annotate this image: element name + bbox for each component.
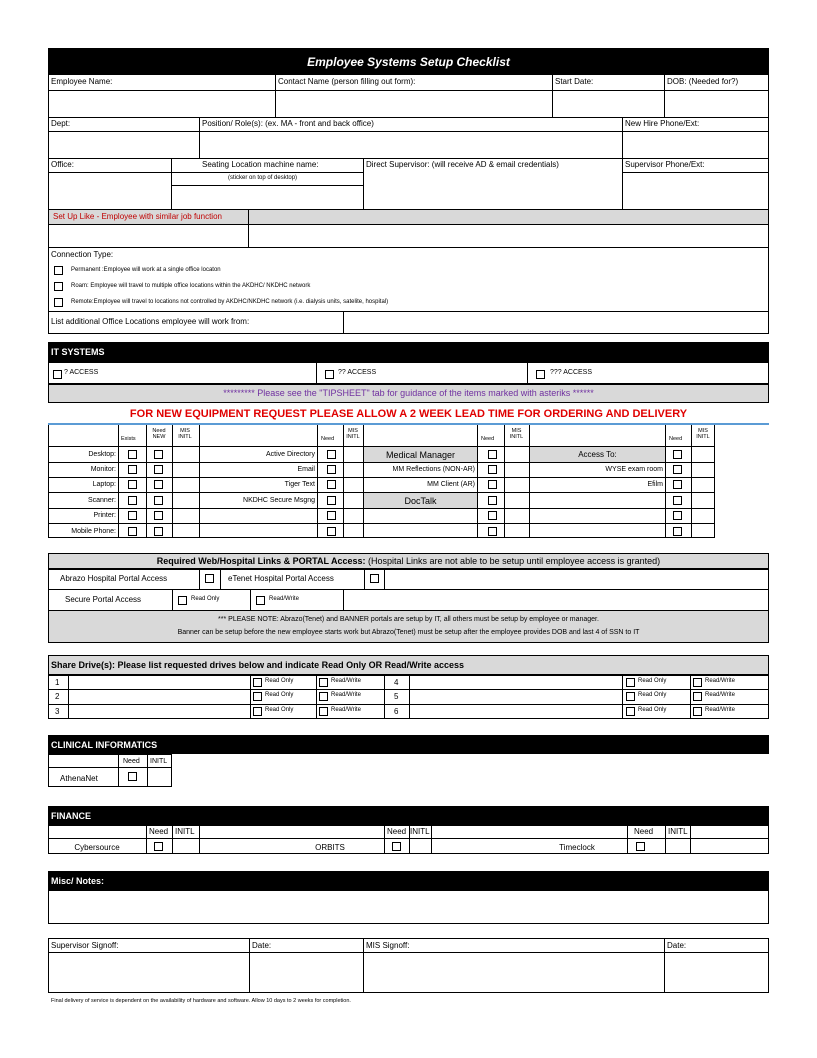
secure-portal-read-only-label: Read Only — [191, 596, 220, 602]
abrazo-label: Abrazo Hospital Portal Access — [60, 574, 168, 583]
cybersource-label: Cybersource — [74, 843, 120, 852]
drive4-read-write-checkbox[interactable] — [693, 678, 702, 687]
mm-client-need-checkbox[interactable] — [488, 480, 497, 489]
tipsheet-note: ********* Please see the "TIPSHEET" tab for guidance of the items marked with asteriks ****** — [223, 388, 594, 398]
share-drive-4-number: 4 — [394, 678, 399, 687]
finance-header: FINANCE — [51, 811, 91, 821]
finance-need-header-1: Need — [149, 827, 169, 836]
col3-blank1-need-checkbox[interactable] — [488, 511, 497, 520]
web-links-note1: *** PLEASE NOTE: Abrazo(Tenet) and BANNER portals are setup by IT, all others must be setup by employee or manager. — [218, 616, 599, 623]
timeclock-need-checkbox[interactable] — [636, 842, 645, 851]
signoff-date-label-1: Date: — [252, 941, 272, 950]
roam-label: Roam: Employee will travel to multiple office locations within the AKDHC/ NKDHC network — [71, 283, 311, 289]
clinical-need-header: Need — [123, 758, 140, 765]
sys-blank1-need-checkbox[interactable] — [327, 511, 336, 520]
equip-printer-label: Printer: — [93, 512, 116, 519]
position-label: Position/ Role(s): (ex. MA - front and back office) — [202, 119, 374, 128]
setup-like-field[interactable] — [249, 225, 768, 247]
efilm-need-checkbox[interactable] — [673, 480, 682, 489]
drive4-read-write-label: Read/Write — [705, 678, 735, 684]
share-drive-2-field[interactable] — [69, 690, 250, 704]
wyse-exam-label: WYSE exam room — [605, 466, 663, 473]
equip-scanner-label: Scanner: — [87, 497, 116, 504]
drive3-read-write-checkbox[interactable] — [319, 707, 328, 716]
secure-portal-read-write-checkbox[interactable] — [256, 596, 265, 605]
sys-nkdhc-secure-label: NKDHC Secure Msgng — [243, 497, 315, 504]
drive5-read-only-checkbox[interactable] — [626, 692, 635, 701]
setup-like-label: Set Up Like - Employee with similar job function — [53, 212, 222, 221]
supervisor-phone-label: Supervisor Phone/Ext: — [625, 160, 705, 169]
supervisor-signoff-field[interactable] — [49, 953, 249, 992]
finance-initl-header-2: INITL — [410, 827, 430, 836]
orbits-need-checkbox[interactable] — [392, 842, 401, 851]
mis-header-2: MIS INITL — [346, 428, 360, 440]
email-need-checkbox[interactable] — [327, 465, 336, 474]
seating-field[interactable] — [172, 186, 363, 209]
employee-name-label: Employee Name: — [51, 77, 113, 86]
drive4-read-only-checkbox[interactable] — [626, 678, 635, 687]
col4-blank3-need-checkbox[interactable] — [673, 527, 682, 536]
position-field[interactable] — [200, 132, 622, 158]
need-header-4: Need — [669, 436, 683, 442]
permanent-checkbox[interactable] — [54, 266, 63, 275]
nkdhc-secure-need-checkbox[interactable] — [327, 496, 336, 505]
medical-manager-label: Medical Manager — [385, 450, 456, 460]
access-to-need-checkbox[interactable] — [673, 450, 682, 459]
seating-note: (sticker on top of desktop) — [228, 175, 298, 181]
new-hire-phone-field[interactable] — [623, 132, 768, 158]
drive1-read-write-label: Read/Write — [331, 678, 361, 684]
share-drive-5-field[interactable] — [410, 690, 622, 704]
mobile-exists-checkbox[interactable] — [128, 527, 137, 536]
access2-checkbox[interactable] — [325, 370, 334, 379]
laptop-need-new-checkbox[interactable] — [154, 480, 163, 489]
form-title: Employee Systems Setup Checklist — [307, 55, 510, 69]
drive5-read-write-label: Read/Write — [705, 692, 735, 698]
finance-need-header-2: Need — [387, 827, 407, 836]
additional-locations-label: List additional Office Locations employee will work from: — [51, 317, 250, 326]
need-header-2: Need — [321, 436, 335, 442]
finance-initl-header-3: INITL — [668, 827, 688, 836]
mis-signoff-label: MIS Signoff: — [366, 941, 410, 950]
exists-header: Exists — [121, 436, 136, 442]
drive6-read-only-checkbox[interactable] — [626, 707, 635, 716]
access3-label: ??? ACCESS — [550, 369, 593, 376]
share-drive-1-field[interactable] — [69, 676, 250, 689]
mm-client-label: MM Client (AR) — [427, 481, 475, 488]
roam-checkbox[interactable] — [54, 282, 63, 291]
it-systems-header: IT SYSTEMS — [51, 347, 105, 357]
mm-reflections-need-checkbox[interactable] — [488, 465, 497, 474]
drive1-read-write-checkbox[interactable] — [319, 678, 328, 687]
monitor-exists-checkbox[interactable] — [128, 465, 137, 474]
col3-blank2-need-checkbox[interactable] — [488, 527, 497, 536]
mis-header-3: MIS INITL — [509, 428, 524, 440]
drive6-read-write-checkbox[interactable] — [693, 707, 702, 716]
access3-checkbox[interactable] — [536, 370, 545, 379]
drive3-read-only-label: Read Only — [265, 707, 294, 713]
doctalk-need-checkbox[interactable] — [488, 496, 497, 505]
secure-portal-read-only-checkbox[interactable] — [178, 596, 187, 605]
misc-bar — [48, 871, 769, 890]
misc-header: Misc/ Notes: — [51, 876, 105, 886]
drive6-read-only-label: Read Only — [638, 707, 667, 713]
medical-manager-need-checkbox[interactable] — [488, 450, 497, 459]
wyse-need-checkbox[interactable] — [673, 465, 682, 474]
drive2-read-only-label: Read Only — [265, 692, 294, 698]
web-links-header-note: (Hospital Links are not able to be setup until employee access is granted) — [365, 556, 661, 566]
sys-email-label: Email — [297, 466, 315, 473]
orbits-label: ORBITS — [315, 843, 345, 852]
share-drive-3-number: 3 — [55, 707, 60, 716]
contact-name-label: Contact Name (person filling out form): — [278, 77, 416, 86]
drive2-read-write-checkbox[interactable] — [319, 692, 328, 701]
dob-label: DOB: (Needed for?) — [667, 77, 739, 86]
share-drive-6-field[interactable] — [410, 705, 622, 718]
finance-need-header-3: Need — [634, 827, 654, 836]
contact-name-field[interactable] — [276, 91, 552, 117]
equipment-notice: FOR NEW EQUIPMENT REQUEST PLEASE ALLOW A 2 WEEK LEAD TIME FOR ORDERING AND DELIVERY — [129, 408, 688, 420]
drive1-read-only-checkbox[interactable] — [253, 678, 262, 687]
active-directory-need-checkbox[interactable] — [327, 450, 336, 459]
drive5-read-only-label: Read Only — [638, 692, 667, 698]
access-to-label: Access To: — [578, 450, 617, 459]
printer-need-new-checkbox[interactable] — [154, 511, 163, 520]
office-label: Office: — [51, 160, 74, 169]
share-drive-4-field[interactable] — [410, 676, 622, 689]
monitor-need-new-checkbox[interactable] — [154, 465, 163, 474]
drive2-read-only-checkbox[interactable] — [253, 692, 262, 701]
start-date-field[interactable] — [553, 91, 664, 117]
secure-portal-label: Secure Portal Access — [65, 595, 142, 604]
web-links-header — [48, 556, 769, 566]
share-drive-1-number: 1 — [55, 678, 60, 687]
secure-portal-read-write-label: Read/Write — [269, 596, 299, 602]
remote-checkbox[interactable] — [54, 298, 63, 307]
need-new-header: Need NEW — [152, 428, 166, 440]
abrazo-checkbox[interactable] — [205, 574, 214, 583]
share-drive-6-number: 6 — [394, 707, 399, 716]
mm-reflections-label: MM Reflections (NON-AR) — [392, 466, 475, 473]
drive6-read-write-label: Read/Write — [705, 707, 735, 713]
sys-tiger-text-label: Tiger Text — [284, 481, 315, 488]
share-drive-3-field[interactable] — [69, 705, 250, 718]
cybersource-need-checkbox[interactable] — [154, 842, 163, 851]
athenanet-need-checkbox[interactable] — [128, 772, 137, 781]
office-field[interactable] — [49, 173, 171, 209]
permanent-label: Permanent :Employee will work at a single office locaton — [71, 267, 221, 273]
clinical-header: CLINICAL INFORMATICS — [51, 740, 158, 750]
remote-label: Remote:Employee will travel to locations not controlled by AKDHC/NKDHC network (i.e. dialysis units, satelite, hospital) — [71, 299, 389, 305]
equip-desktop-label: Desktop: — [88, 451, 116, 458]
laptop-exists-checkbox[interactable] — [128, 480, 137, 489]
connection-type-label: Connection Type: — [51, 250, 114, 259]
scanner-need-new-checkbox[interactable] — [154, 496, 163, 505]
equip-monitor-label: Monitor: — [90, 466, 116, 473]
share-drive-5-number: 5 — [394, 692, 399, 701]
mis-header-1: MIS INITL — [178, 428, 192, 440]
drive1-read-only-label: Read Only — [265, 678, 294, 684]
signoff-date-label-2: Date: — [667, 941, 687, 950]
footer-note: Final delivery of service is dependent on the availability of hardware and software. Allow 10 days to 2 weeks for completion. — [51, 998, 351, 1004]
desktop-need-new-checkbox[interactable] — [154, 450, 163, 459]
seating-label: Seating Location machine name: — [202, 160, 319, 169]
supervisor-signoff-label: Supervisor Signoff: — [51, 941, 119, 950]
drive4-read-only-label: Read Only — [638, 678, 667, 684]
access2-label: ?? ACCESS — [338, 369, 377, 376]
tiger-text-need-checkbox[interactable] — [327, 480, 336, 489]
dob-field[interactable] — [665, 91, 768, 117]
efilm-label: Efilm — [647, 481, 663, 488]
access1-label: ? ACCESS — [64, 369, 99, 376]
need-header-3: Need — [481, 436, 495, 442]
access1-checkbox[interactable] — [53, 370, 62, 379]
new-hire-phone-label: New Hire Phone/Ext: — [625, 119, 700, 128]
signoff-date-field-2[interactable] — [665, 953, 768, 992]
web-links-note2: Banner can be setup before the new employee starts work but Abrazo(Tenet) must be setup after the employee provides DOB and last 4 of SSN to IT — [177, 629, 640, 636]
start-date-label: Start Date: — [555, 77, 594, 86]
finance-bar — [48, 806, 769, 825]
mobile-need-new-checkbox[interactable] — [154, 527, 163, 536]
doctalk-label: DocTalk — [404, 496, 437, 506]
col4-blank2-need-checkbox[interactable] — [673, 511, 682, 520]
mis-header-4: MIS INITL — [696, 428, 710, 440]
drive3-read-only-checkbox[interactable] — [253, 707, 262, 716]
scanner-exists-checkbox[interactable] — [128, 496, 137, 505]
etenet-checkbox[interactable] — [370, 574, 379, 583]
share-drive-2-number: 2 — [55, 692, 60, 701]
sys-active-directory-label: Active Directory — [265, 451, 315, 458]
supervisor-phone-field[interactable] — [623, 173, 768, 209]
printer-exists-checkbox[interactable] — [128, 511, 137, 520]
misc-notes-field[interactable] — [48, 890, 769, 924]
dept-field[interactable] — [49, 132, 199, 158]
athenanet-label: AthenaNet — [60, 774, 98, 783]
equip-laptop-label: Laptop: — [92, 481, 116, 488]
direct-supervisor-field[interactable] — [364, 159, 622, 209]
additional-locations-field[interactable] — [344, 312, 768, 333]
finance-initl-header-1: INITL — [175, 827, 195, 836]
mis-signoff-field[interactable] — [364, 953, 664, 992]
drive5-read-write-checkbox[interactable] — [693, 692, 702, 701]
dept-label: Dept: — [51, 119, 71, 128]
equip-mobile-label: Mobile Phone: — [71, 528, 116, 535]
drive2-read-write-label: Read/Write — [331, 692, 361, 698]
access-row — [48, 362, 769, 384]
clinical-initl-header: INITL — [150, 758, 168, 765]
etenet-label: eTenet Hospital Portal Access — [228, 574, 334, 583]
drive3-read-write-label: Read/Write — [331, 707, 361, 713]
employee-name-field[interactable] — [49, 91, 275, 117]
col4-blank1-need-checkbox[interactable] — [673, 496, 682, 505]
signoff-date-field-1[interactable] — [250, 953, 363, 992]
web-links-header-bold: Required Web/Hospital Links & PORTAL Access: — [156, 556, 366, 566]
direct-supervisor-label: Direct Supervisor: (will receive AD & email credentials) — [366, 160, 559, 169]
sys-blank2-need-checkbox[interactable] — [327, 527, 336, 536]
timeclock-label: Timeclock — [559, 843, 595, 852]
desktop-exists-checkbox[interactable] — [128, 450, 137, 459]
it-systems-bar — [48, 342, 769, 362]
share-drives-header: Share Drive(s): Please list requested drives below and indicate Read Only OR Read/Write access — [51, 660, 464, 670]
